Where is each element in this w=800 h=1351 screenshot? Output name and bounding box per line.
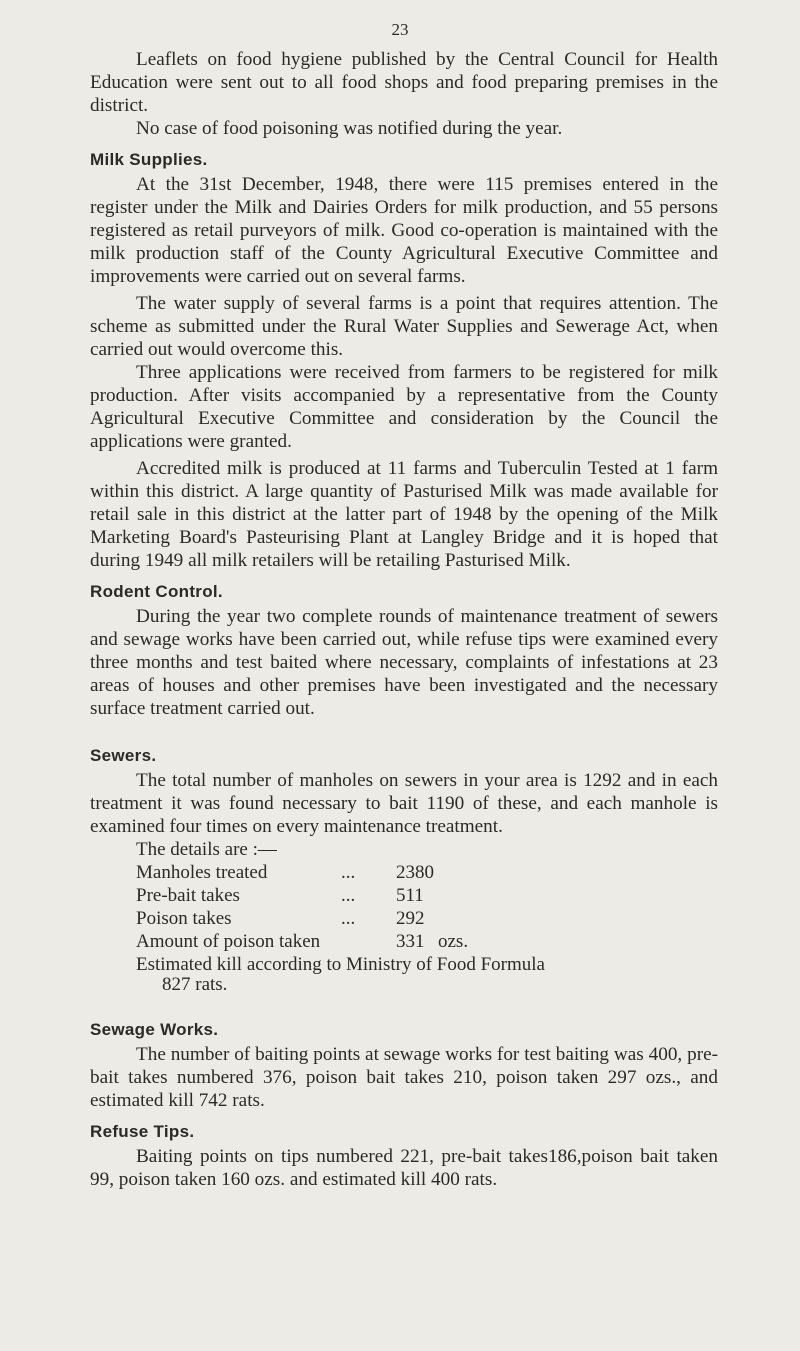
rodent-paragraph: During the year two complete rounds of maintenance treatment of sewers and sewage works have been carried out, while refuse tips were examined every three months and test baited where necessary, complaints of infestations at 23 areas of houses and other premises have been investigated and the necessary surface treatment carried out. xyxy=(90,606,718,719)
details-value: 331 xyxy=(396,931,425,952)
details-value: 292 xyxy=(396,908,425,929)
refuse-tips-heading: Refuse Tips. xyxy=(90,1122,195,1141)
water-supply-paragraph: The water supply of several farms is a point that requires attention. The scheme as submitted under the Rural Water Supplies and Sewerage Act, when carried out would overcome this. xyxy=(90,293,718,360)
refuse-tips-paragraph: Baiting points on tips numbered 221, pre-bait takes186,poison bait taken 99, poison taken 160 ozs. and estimated kill 400 rats. xyxy=(90,1146,718,1190)
milk-register-paragraph: At the 31st December, 1948, there were 115 premises entered in the register under the Milk and Dairies Orders for milk production, and 55 persons registered as retail purveyors of milk. Good co-operation is maintained with the milk production staff of the County Agricultural Executive Committee and improvements were carried out on several farms. xyxy=(90,174,718,287)
details-value: 2380 xyxy=(396,862,434,883)
estimated-kill-value: 827 rats. xyxy=(162,974,228,995)
accredited-milk-paragraph: Accredited milk is produced at 11 farms and Tuberculin Tested at 1 farm within this district. A large quantity of Pasturised Milk was made available for retail sale in this district at the latter part of 1948 by the opening of the Milk Marketing Board's Pasteurising Plant at Langley Bridge and it is hoped that during 1949 all milk retailers will be retailing Pasturised Milk. xyxy=(90,458,718,571)
food-poisoning-paragraph: No case of food poisoning was notified during the year. xyxy=(136,118,563,139)
details-label: Pre-bait takes xyxy=(136,885,240,906)
page-number: 23 xyxy=(391,20,409,39)
milk-supplies-heading: Milk Supplies. xyxy=(90,150,208,169)
manholes-paragraph: The total number of manholes on sewers in your area is 1292 and in each treatment it was found necessary to bait 1190 of these, and each manhole is examined four times on every maintenance treatment. xyxy=(90,770,718,837)
sewers-heading: Sewers. xyxy=(90,746,157,765)
details-label: Amount of poison taken xyxy=(136,931,321,952)
details-row xyxy=(136,884,718,907)
details-list xyxy=(136,861,718,953)
details-row xyxy=(136,861,718,884)
details-dots: ... xyxy=(341,885,356,906)
sewage-works-heading: Sewage Works. xyxy=(90,1020,219,1039)
details-unit: ozs. xyxy=(438,931,469,952)
details-dots: ... xyxy=(341,862,356,883)
applications-paragraph: Three applications were received from farmers to be registered for milk production. After visits accompanied by a representative from the County Agricultural Executive Committee and consideration by the Council the applications were granted. xyxy=(90,362,718,452)
details-intro: The details are :— xyxy=(136,839,277,860)
sewage-works-paragraph: The number of baiting points at sewage works for test baiting was 400, pre-bait takes numbered 376, poison bait takes 210, poison taken 297 ozs., and estimated kill 742 rats. xyxy=(90,1044,718,1111)
rodent-control-heading: Rodent Control. xyxy=(90,582,223,601)
details-label: Manholes treated xyxy=(136,862,268,883)
page-content xyxy=(90,48,718,1191)
details-row xyxy=(136,930,718,953)
details-value: 511 xyxy=(396,885,424,906)
leaflets-paragraph: Leaflets on food hygiene published by the Central Council for Health Education were sent out to all food shops and food preparing premises in the district. xyxy=(90,49,718,116)
details-dots: ... xyxy=(341,908,356,929)
details-row xyxy=(136,907,718,930)
details-label: Poison takes xyxy=(136,908,232,929)
estimated-kill-label: Estimated kill according to Ministry of Food Formula xyxy=(136,954,545,975)
estimated-kill xyxy=(136,953,718,994)
